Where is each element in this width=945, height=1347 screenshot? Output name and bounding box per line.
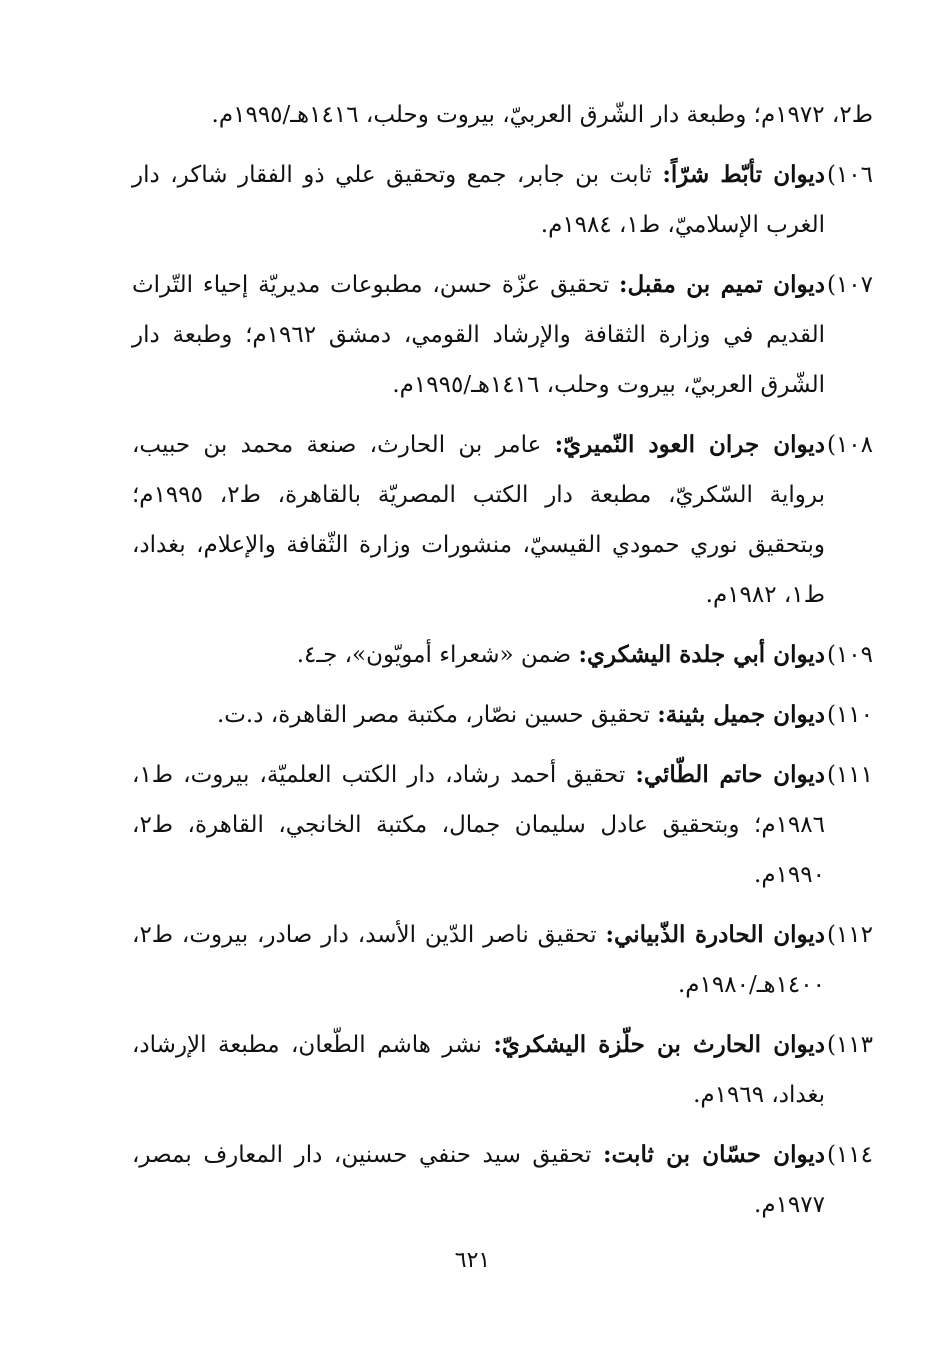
- entry-title: ديوان تميم بن مقبل:: [618, 271, 825, 298]
- entry-text: تحقيق حسين نصّار، مكتبة مصر القاهرة، د.ت.: [216, 702, 658, 728]
- entry-number: ١٠٨): [826, 432, 873, 458]
- entry-title: ديوان حاتم الطّائي:: [635, 761, 825, 788]
- entry-title: ديوان جران العود النّميريّ:: [554, 431, 825, 458]
- entry-number: ١٠٧): [826, 272, 873, 298]
- entry-text: تحقيق عزّة حسن، مطبوعات مديريّة إحياء التّراث القديم في وزارة الثقافة والإرشاد القومي، دمشق ١٩٦٢م؛ وطبعة دار الشّرق العربيّ، بيروت وحلب، ١٤١٦هـ/١٩٩٥م.: [132, 272, 825, 398]
- bibliography-entry-109: [132, 630, 873, 680]
- entry-text: ثابت بن جابر، جمع وتحقيق علي ذو الفقار شاكر، دار الغرب الإسلاميّ، ط١، ١٩٨٤م.: [132, 162, 825, 238]
- entry-title: ديوان أبي جلدة اليشكري:: [578, 641, 825, 668]
- entry-title: ديوان حسّان بن ثابت:: [602, 1141, 825, 1168]
- entry-title: ديوان الحارث بن حلّزة اليشكريّ:: [493, 1031, 825, 1058]
- continuation-paragraph: [132, 90, 873, 140]
- entry-number: ١١٢): [826, 922, 874, 948]
- bibliography-entry-113: [132, 1020, 873, 1120]
- entry-text: تحقيق أحمد رشاد، دار الكتب العلميّة، بيروت، ط١، ١٩٨٦م؛ وبتحقيق عادل سليمان جمال، مكتبة الخانجي، القاهرة، ط٢، ١٩٩٠م.: [132, 762, 825, 888]
- entry-number: ١١٠): [826, 702, 873, 728]
- bibliography-list: [132, 90, 873, 1240]
- bibliography-entry-106: [132, 150, 873, 250]
- entry-number: ١١٤): [826, 1142, 873, 1168]
- bibliography-entry-110: [132, 690, 873, 740]
- entry-text: تحقيق ناصر الدّين الأسد، دار صادر، بيروت، ط٢، ١٤٠٠هـ/١٩٨٠م.: [132, 922, 825, 998]
- bibliography-entry-112: [132, 910, 873, 1010]
- entry-title: ديوان الحادرة الذّبياني:: [605, 921, 826, 948]
- bibliography-entry-108: [132, 420, 873, 620]
- entry-number: ١٠٩): [826, 642, 873, 668]
- entry-number: ١١٣): [826, 1032, 873, 1058]
- bibliography-entry-111: [132, 750, 873, 900]
- entry-text: ضمن «شعراء أمويّون»، جـ٤.: [296, 642, 579, 668]
- entry-number: ١٠٦): [826, 162, 874, 188]
- bibliography-entry-107: [132, 260, 873, 410]
- entry-text: عامر بن الحارث، صنعة محمد بن حبيب، برواية السّكريّ، مطبعة دار الكتب المصريّة بالقاهرة، ط٢، ١٩٩٥م؛ وبتحقيق نوري حمودي القيسيّ، منشورات وزارة الثّقافة والإعلام، بغداد، ط١، ١٩٨٢م.: [132, 432, 825, 608]
- continuation-text: ط٢، ١٩٧٢م؛ وطبعة دار الشّرق العربيّ، بيروت وحلب، ١٤١٦هـ/١٩٩٥م.: [211, 102, 873, 128]
- entry-title: ديوان تأبّط شرّاً:: [662, 161, 826, 188]
- entry-number: ١١١): [826, 762, 873, 788]
- page-number: ٦٢١: [454, 1248, 491, 1273]
- entry-text: نشر هاشم الطّعان، مطبعة الإرشاد، بغداد، ١٩٦٩م.: [132, 1032, 825, 1108]
- entry-title: ديوان جميل بثينة:: [657, 701, 825, 728]
- entry-text: تحقيق سيد حنفي حسنين، دار المعارف بمصر، ١٩٧٧م.: [132, 1142, 825, 1218]
- bibliography-entry-114: [132, 1130, 873, 1230]
